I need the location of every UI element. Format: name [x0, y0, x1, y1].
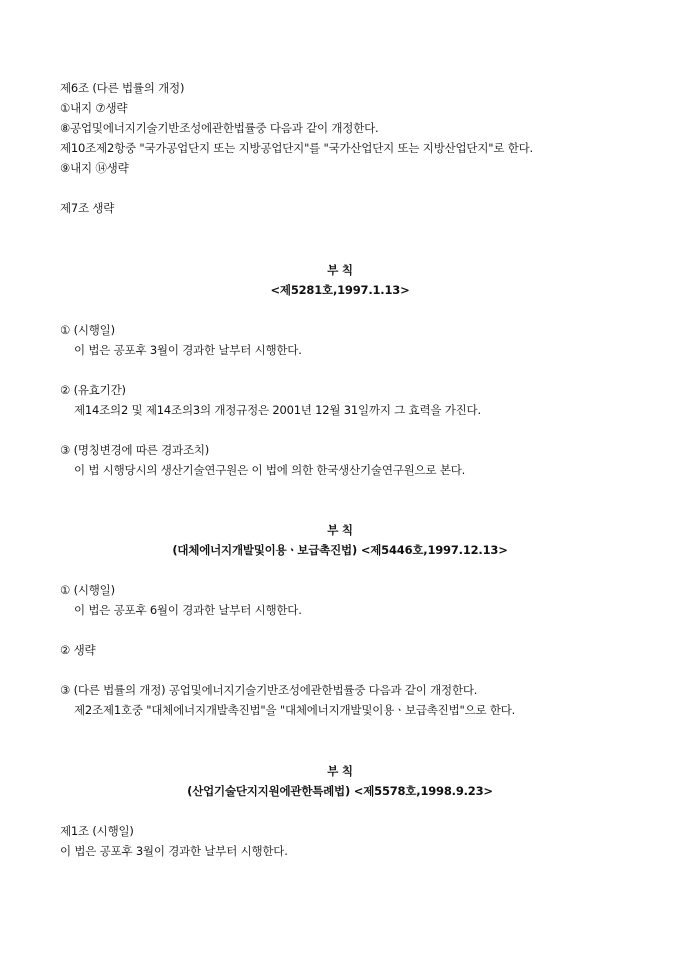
addendum1-item-heading: ③ (명칭변경에 따른 경과조치)	[60, 443, 210, 457]
article6-line: ⑧공업및에너지기술기반조성에관한법률중 다음과 같이 개정한다.	[60, 121, 379, 135]
addendum2-item-body: 제2조제1호중 "대체에너지개발촉진법"을 "대체에너지개발및이용ㆍ보급촉진법"으로 한다.	[74, 703, 516, 717]
addendum2-item-heading: ① (시행일)	[60, 583, 115, 597]
addendum1-title: 부 칙	[327, 263, 353, 277]
addendum2-subtitle: (대체에너지개발및이용ㆍ보급촉진법) <제5446호,1997.12.13>	[172, 543, 508, 557]
addendum3-title: 부 칙	[327, 764, 353, 778]
addendum1-item-body: 제14조의2 및 제14조의3의 개정규정은 2001년 12월 31일까지 그 효력을 가진다.	[74, 403, 481, 417]
addendum3-subtitle: (산업기술단지지원에관한특례법) <제5578호,1998.9.23>	[187, 784, 493, 798]
addendum1-subtitle: <제5281호,1997.1.13>	[270, 283, 410, 297]
addendum1-item-heading: ① (시행일)	[60, 323, 115, 337]
article7-heading: 제7조 생략	[60, 201, 115, 215]
addendum1-item-heading: ② (유효기간)	[60, 383, 126, 397]
addendum1-item-body: 이 법 시행당시의 생산기술연구원은 이 법에 의한 한국생산기술연구원으로 본다.	[74, 463, 466, 477]
article6-line: ①내지 ⑦생략	[60, 101, 128, 115]
addendum2-item-heading: ③ (다른 법률의 개정) 공업및에너지기술기반조성에관한법률중 다음과 같이 개정한다.	[60, 683, 478, 697]
addendum3-item-body: 이 법은 공포후 3월이 경과한 날부터 시행한다.	[60, 844, 288, 858]
article6-line: 제10조제2항중 "국가공업단지 또는 지방공업단지"를 "국가산업단지 또는 지방산업단지"로 한다.	[60, 141, 533, 155]
addendum2-item-body: 이 법은 공포후 6월이 경과한 날부터 시행한다.	[74, 603, 302, 617]
addendum2-title: 부 칙	[327, 523, 353, 537]
article6-heading: 제6조 (다른 법률의 개정)	[60, 81, 185, 95]
addendum3-item-heading: 제1조 (시행일)	[60, 824, 134, 838]
addendum1-item-body: 이 법은 공포후 3월이 경과한 날부터 시행한다.	[74, 343, 302, 357]
article6-line: ⑨내지 ⑭생략	[60, 161, 129, 175]
addendum2-item-heading: ② 생략	[60, 643, 96, 657]
